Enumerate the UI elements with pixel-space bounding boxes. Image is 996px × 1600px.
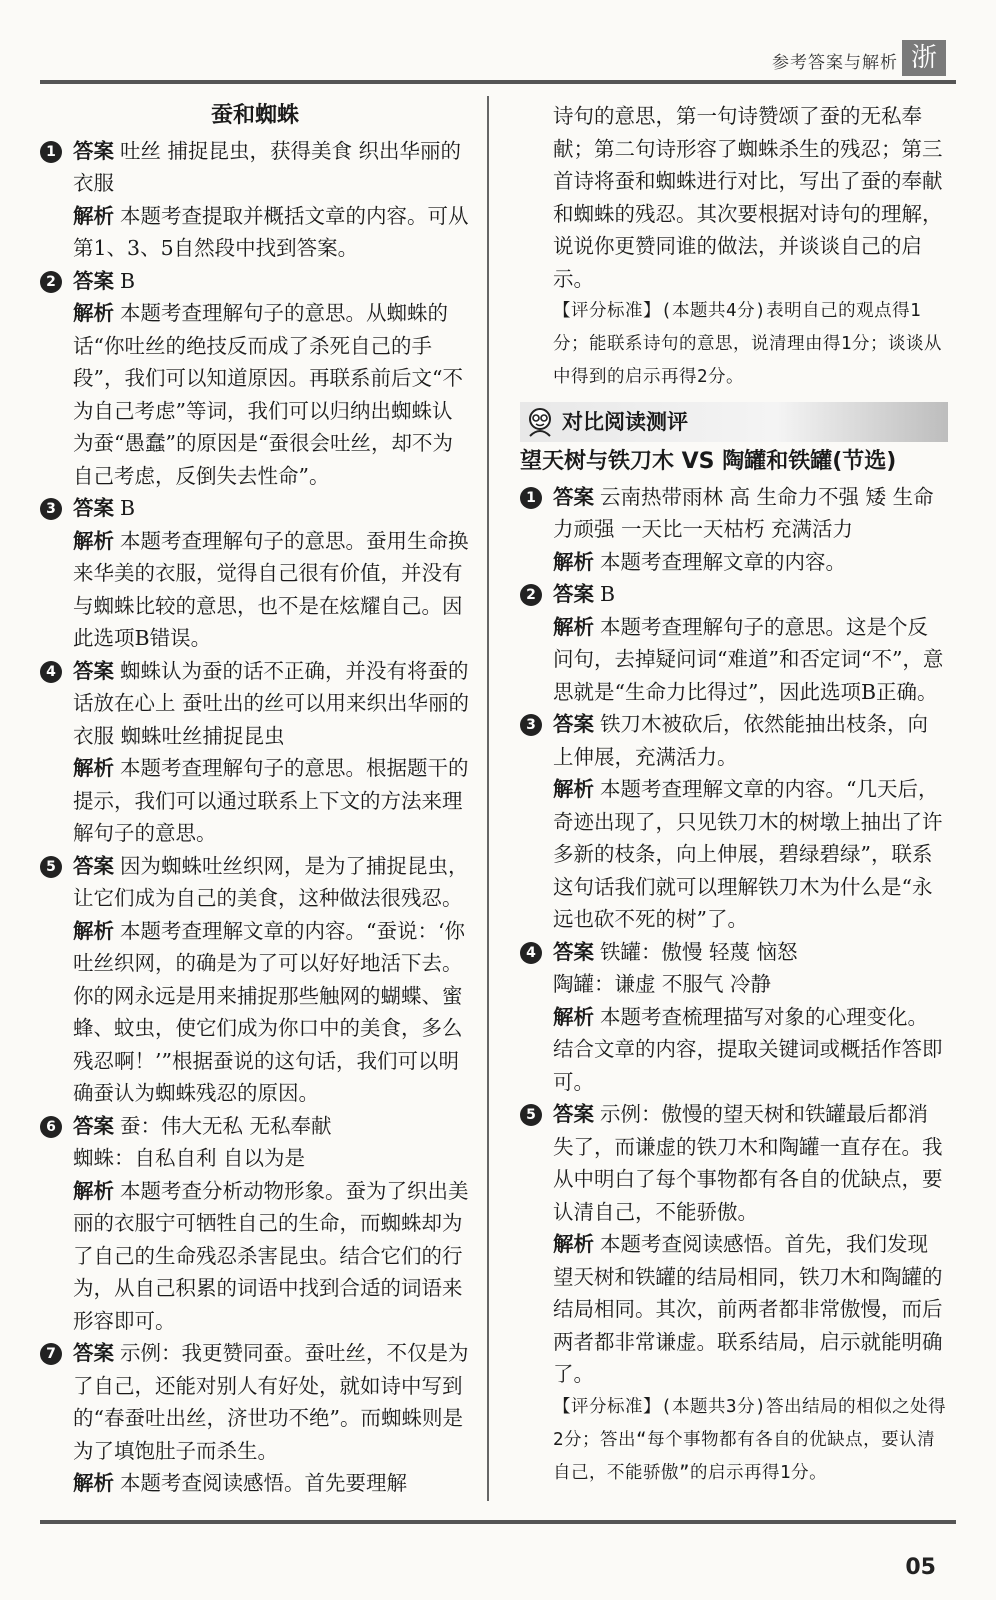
analysis-label: 解析 [553,1004,594,1029]
answer-text-2: 蜘蛛：自私自利 自以为是 [73,1146,306,1170]
page-number: 05 [905,1555,936,1580]
answer-label: 答案 [553,1102,594,1126]
analysis-text: 本题考查分析动物形象。蚕为了织出美丽的衣服宁可牺牲自己的生命，而蜘蛛却为了自己的生命残忍杀害昆虫。结合它们的行为，从自己积累的词语中找到合适的词语来形容即可。 [73,1178,469,1333]
answer-item-1 [520,481,948,579]
answer-item-1 [40,135,470,265]
analysis-label: 解析 [73,1178,114,1203]
article-title: 望天树与铁刀木 VS 陶罐和铁罐(节选) [520,449,897,474]
item-number-badge: 7 [40,1343,62,1365]
analysis-text: 本题考查理解文章的内容。“蚕说：‘你吐丝织网，的确是为了可以好好地活下去。你的网永远是用来捕捉那些触网的蝴蝶、蜜蜂、蚊虫，使它们成为你口中的美食，多么残忍啊！’”根据蚕说的这句话，我们可以明确蚕认为蜘蛛残忍的原因。 [73,918,465,1105]
item-number-badge: 4 [520,942,542,964]
answer-item-4 [520,936,948,1099]
analysis-label: 解析 [73,918,114,943]
analysis-text: 本题考查理解文章的内容。“几天后，奇迹出现了，只见铁刀木的树墩上抽出了许多新的枝条，向上伸展，碧绿碧绿”，联系这句话我们就可以理解铁刀木为什么是“永远也砍不死的树”了。 [553,777,943,931]
answer-label: 答案 [553,939,594,964]
item-number-badge: 6 [40,1116,62,1138]
analysis-text: 本题考查理解文章的内容。 [600,549,846,574]
header-label: 参考答案与解析 [772,53,898,73]
item-number-badge: 1 [520,487,542,509]
analysis-text: 本题考查理解句子的意思。根据题干的提示，我们可以通过联系上下文的方法来理解句子的意思。 [73,756,469,845]
answer-text: 铁刀木被砍后，依然能抽出枝条，向上伸展，充满活力。 [553,712,928,769]
answer-item-2 [40,265,470,493]
item-number-badge: 2 [520,584,542,606]
answer-label: 答案 [553,582,594,606]
analysis-label: 解析 [553,614,594,639]
section-label: 对比阅读测评 [562,409,688,434]
item-number-badge: 5 [40,856,62,878]
answer-label: 答案 [553,484,594,509]
answer-item-7 [40,1337,470,1500]
answer-item-5 [40,850,470,1110]
analysis-label: 解析 [553,777,594,801]
item-number-badge: 4 [40,661,62,683]
answer-text: 因为蜘蛛吐丝织网，是为了捕捉昆虫，让它们成为自己的美食，这种做法很残忍。 [73,853,469,910]
analysis-label: 解析 [73,301,114,325]
analysis-text: 本题考查阅读感悟。首先，我们发现望天树和铁罐的结局相同，铁刀木和陶罐的结局相同。其次，前两者都非常傲慢，而后两者都非常谦虚。联系结局，启示就能明确了。 [553,1232,943,1386]
answer-label: 答案 [553,712,594,736]
answer-label: 答案 [73,496,114,520]
article-title: 蚕和蜘蛛 [210,103,299,128]
answer-text: 铁罐：傲慢 轻蔑 恼怒 [600,939,798,964]
answer-text: 蚕：伟大无私 无私奉献 [120,1113,332,1138]
analysis-text: 本题考查理解句子的意思。从蜘蛛的话“你吐丝的绝技反而成了杀死自己的手段”，我们可以知道原因。再联系前后文“不为自己考虑”等词，我们可以归纳出蜘蛛认为蚕“愚蠢”的原因是“蚕很会吐丝，却不为自己考虑，反倒失去性命”。 [73,301,463,488]
answer-label: 答案 [73,138,114,163]
answer-text: 示例：我更赞同蚕。蚕吐丝，不仅是为了自己，还能对别人有好处，就如诗中写到的“春蚕吐出丝，济世功不绝”。而蜘蛛则是为了填饱肚子而杀生。 [73,1341,469,1463]
analysis-label: 解析 [553,549,594,574]
item-number-badge: 3 [520,714,542,736]
scoring-standard: 【评分标准】(本题共4分)表明自己的观点得1分；能联系诗句的意思，说清理由得1分；谈谈从中得到的启示再得2分。 [553,301,943,387]
item-number-badge: 1 [40,141,62,163]
answer-label: 答案 [73,1341,114,1365]
continued-analysis [520,100,948,394]
answer-item-3 [40,492,470,655]
region-badge: 浙 [902,40,946,76]
analysis-label: 解析 [553,1232,594,1256]
answer-text: 云南热带雨林 高 生命力不强 矮 生命力顽强 一天比一天枯朽 充满活力 [553,484,934,541]
answer-item-6 [40,1110,470,1338]
analysis-text: 本题考查提取并概括文章的内容。可从第1、3、5自然段中找到答案。 [73,203,469,260]
answer-item-5 [520,1098,948,1490]
analysis-label: 解析 [73,203,114,228]
right-column [520,100,948,1490]
answer-text: 蜘蛛认为蚕的话不正确，并没有将蚕的话放在心上 蚕吐出的丝可以用来织出华丽的衣服 蜘蛛吐丝捕捉昆虫 [73,658,470,748]
answer-item-3 [520,708,948,936]
left-column [40,100,470,1500]
section-header [520,402,948,442]
header-rule [40,80,956,84]
answer-label: 答案 [73,268,114,293]
reader-icon [524,406,556,438]
answer-text: 吐丝 捕捉昆虫，获得美食 织出华丽的衣服 [73,138,462,195]
answer-text: B [120,496,136,520]
analysis-label: 解析 [73,1471,114,1495]
footer-rule [40,1520,956,1524]
analysis-text: 本题考查阅读感悟。首先要理解 [120,1471,407,1495]
answer-label: 答案 [73,853,114,878]
answer-label: 答案 [73,658,114,683]
answer-label: 答案 [73,1113,114,1138]
analysis-label: 解析 [73,528,114,553]
continued-analysis-text: 诗句的意思，第一句诗赞颂了蚕的无私奉献；第二句诗形容了蜘蛛杀生的残忍；第三首诗将蚕和蜘蛛进行对比，写出了蚕的奉献和蜘蛛的残忍。其次要根据对诗句的理解，说说你更赞同谁的做法，并谈谈自己的启示。 [553,104,943,291]
answer-text: B [120,268,136,293]
analysis-label: 解析 [73,756,114,780]
answer-text: B [600,582,616,606]
answer-text-2: 陶罐：谦虚 不服气 冷静 [553,972,772,996]
answer-item-4 [40,655,470,850]
item-number-badge: 2 [40,271,62,293]
item-number-badge: 5 [520,1104,542,1126]
analysis-text: 本题考查理解句子的意思。蚕用生命换来华美的衣服，觉得自己很有价值，并没有与蜘蛛比较的意思，也不是在炫耀自己。因此选项B错误。 [73,528,469,650]
item-number-badge: 3 [40,498,62,520]
scoring-standard: 【评分标准】(本题共3分)答出结局的相似之处得2分；答出“每个事物都有各自的优缺点，要认清自己，不能骄傲”的启示再得1分。 [553,1396,947,1483]
analysis-text: 本题考查梳理描写对象的心理变化。结合文章的内容，提取关键词或概括作答即可。 [553,1004,943,1094]
analysis-text: 本题考查理解句子的意思。这是个反问句，去掉疑问词“难道”和否定词“不”，意思就是“生命力比得过”，因此选项B正确。 [553,614,944,704]
answer-item-2 [520,578,948,708]
column-divider [487,96,489,1501]
answer-text: 示例：傲慢的望天树和铁罐最后都消失了，而谦虚的铁刀木和陶罐一直存在。我从中明白了每个事物都有各自的优缺点，要认清自己，不能骄傲。 [553,1102,943,1224]
